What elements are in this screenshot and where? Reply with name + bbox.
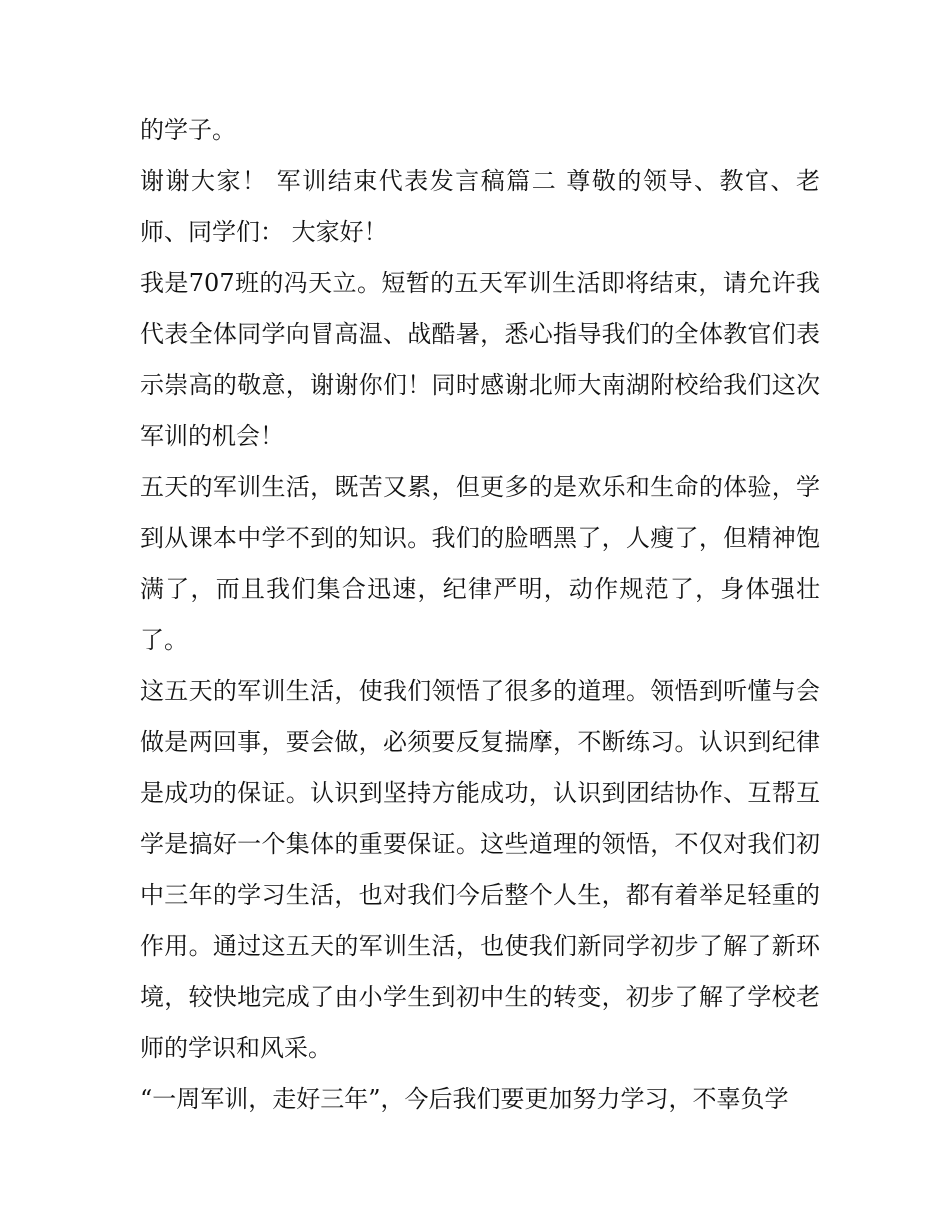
paragraph: 这五天的军训生活，使我们领悟了很多的道理。领悟到听懂与会做是两回事，要会做，必须要反复揣摩，不断练习。认识到纪律是成功的保证。认识到坚持方能成功，认识到团结协作、互帮互学是搞好一个集体的重要保证。这些道理的领悟，不仅对我们初中三年的学习生活，也对我们今后整个人生，都有着举足轻重的作用。通过这五天的军训生活，也使我们新同学初步了解了新环境，较快地完成了由小学生到初中生的转变，初步了解了学校老师的学识和风采。 <box>140 677 820 1062</box>
paragraph: 五天的军训生活，既苦又累，但更多的是欢乐和生命的体验，学到从课本中学不到的知识。我们的脸晒黑了，人瘦了，但精神饱满了，而且我们集合迅速，纪律严明，动作规范了，身体强壮了。 <box>140 473 820 654</box>
paragraph: “一周军训，走好三年”，今后我们要更加努力学习，不辜负学 <box>140 1085 789 1113</box>
paragraph: 我是707班的冯天立。短暂的五天军训生活即将结束，请允许我代表全体同学向冒高温、战酷暑，悉心指导我们的全体教官们表示崇高的敬意，谢谢你们！同时感谢北师大南湖附校给我们这次军训的机会！ <box>140 269 820 450</box>
document-body <box>140 105 820 1125</box>
paragraph: 谢谢大家！ 军训结束代表发言稿篇二 尊敬的领导、教官、老师、同学们： 大家好！ <box>140 167 820 246</box>
paragraph: 的学子。 <box>140 116 236 144</box>
